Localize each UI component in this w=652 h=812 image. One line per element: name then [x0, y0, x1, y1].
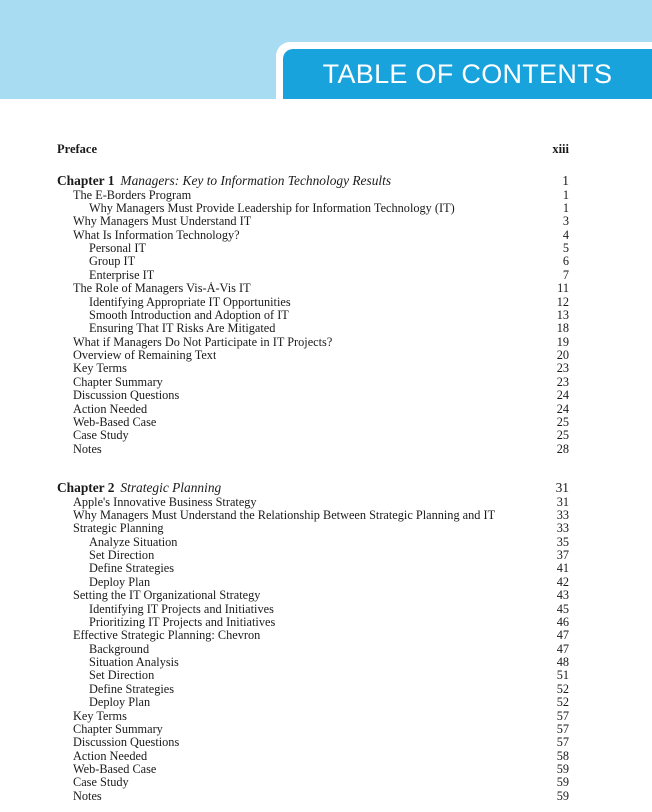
entry-label: Prioritizing IT Projects and Initiatives: [89, 615, 276, 629]
toc-entry: [57, 336, 569, 349]
entry-label: Deploy Plan: [89, 696, 151, 710]
chapter-list: [57, 174, 569, 803]
entry-page: 23: [556, 361, 569, 376]
toc-entry: [57, 322, 569, 335]
entry-label: Why Managers Must Understand the Relationship Between Strategic Planning and IT: [73, 508, 496, 522]
entry-page: 57: [556, 735, 569, 750]
toc-entry: [57, 242, 569, 255]
toc-entry: [57, 603, 569, 616]
toc-entry: [57, 710, 569, 723]
entry-page: 41: [556, 561, 569, 576]
toc-entry: [57, 215, 569, 228]
entry-label: Why Managers Must Provide Leadership for Information Technology (IT): [89, 201, 455, 215]
entry-label: Key Terms: [73, 709, 127, 723]
entry-label: Group IT: [89, 255, 136, 269]
entry-page: 1: [562, 200, 569, 215]
entry-label: Set Direction: [89, 549, 155, 562]
entry-label: Smooth Introduction and Adoption of IT: [89, 308, 289, 322]
table-of-contents: [57, 140, 569, 803]
entry-label: The Role of Managers Vis-À-Vis IT: [73, 282, 251, 296]
entry-page: 59: [556, 775, 569, 790]
entry-page: 59: [556, 788, 569, 803]
entry-page: 42: [556, 574, 569, 589]
toc-entry: [57, 282, 569, 295]
toc-entry: [57, 403, 569, 416]
entry-page: 25: [556, 414, 569, 429]
spacer: [57, 158, 569, 174]
toc-entry: [57, 362, 569, 375]
entry-page: 37: [556, 548, 569, 562]
toc-entry: [57, 750, 569, 763]
toc-entry: [57, 736, 569, 749]
entry-page: 4: [562, 227, 569, 242]
chapter-title: Managers: Key to Information Technology Results: [120, 174, 392, 188]
preface-entry: [57, 140, 569, 158]
entry-label: Analyze Situation: [89, 535, 178, 549]
entry-page: 23: [556, 374, 569, 389]
title-box: [283, 49, 652, 99]
entry-page: 24: [556, 388, 569, 403]
chapter-page: 31: [555, 480, 569, 495]
entry-label: Apple's Innovative Business Strategy: [73, 495, 257, 509]
toc-entry: [57, 429, 569, 442]
entry-label: Why Managers Must Understand IT: [73, 215, 252, 229]
entry-label: Action Needed: [73, 749, 148, 763]
entry-page: 59: [556, 762, 569, 776]
entry-page: 25: [556, 428, 569, 443]
entry-label: Identifying IT Projects and Initiatives: [89, 602, 274, 616]
entry-page: 28: [556, 441, 569, 456]
toc-entry: [57, 189, 569, 202]
toc-entry: [57, 536, 569, 549]
toc-entry: [57, 296, 569, 309]
entry-label: Chapter Summary: [73, 722, 163, 736]
chapter-heading: [57, 481, 569, 496]
toc-entry: [57, 376, 569, 389]
toc-entry: [57, 202, 569, 215]
toc-entry: [57, 776, 569, 789]
preface-label: Preface: [57, 142, 98, 156]
entry-label: Effective Strategic Planning: Chevron: [73, 629, 261, 643]
entry-page: 47: [556, 628, 569, 643]
entry-label: Chapter Summary: [73, 375, 163, 389]
toc-entry: [57, 509, 569, 522]
toc-entry: [57, 696, 569, 709]
toc-entry: [57, 790, 569, 803]
toc-entry: [57, 349, 569, 362]
entry-label: Identifying Appropriate IT Opportunities: [89, 295, 291, 309]
entry-page: 33: [556, 521, 569, 536]
entry-label: Situation Analysis: [89, 656, 179, 669]
toc-entry: [57, 416, 569, 429]
entry-page: 12: [556, 294, 569, 309]
entry-label: Overview of Remaining Text: [73, 349, 217, 362]
entry-label: Discussion Questions: [73, 389, 180, 403]
entry-label: What if Managers Do Not Participate in IT Projects?: [73, 335, 333, 349]
toc-entry: [57, 496, 569, 509]
toc-entry: [57, 669, 569, 682]
entry-page: 35: [556, 534, 569, 549]
entry-label: Enterprise IT: [89, 268, 155, 282]
page-title: TABLE OF CONTENTS: [322, 59, 613, 89]
entry-label: Notes: [73, 789, 102, 803]
entry-label: Web-Based Case: [73, 763, 157, 776]
toc-entry: [57, 229, 569, 242]
entry-page: 5: [562, 241, 569, 255]
chapter-page: 1: [562, 173, 569, 188]
entry-page: 31: [556, 494, 569, 509]
toc-entry: [57, 683, 569, 696]
toc-entry: [57, 576, 569, 589]
entry-page: 1: [562, 187, 569, 202]
entry-page: 3: [562, 214, 569, 229]
entry-page: 51: [556, 668, 569, 683]
entry-label: Case Study: [73, 429, 129, 443]
entry-label: What Is Information Technology?: [73, 228, 240, 242]
entry-page: 57: [556, 721, 569, 736]
entry-page: 24: [556, 401, 569, 416]
toc-entry: [57, 389, 569, 402]
entry-page: 6: [562, 254, 569, 269]
entry-label: Case Study: [73, 776, 129, 790]
toc-entry: [57, 255, 569, 268]
entry-page: 52: [556, 681, 569, 696]
entry-label: Ensuring That IT Risks Are Mitigated: [89, 322, 276, 336]
entry-page: 58: [556, 748, 569, 763]
entry-label: Background: [89, 642, 150, 656]
entry-page: 13: [556, 307, 569, 322]
toc-entry: [57, 656, 569, 669]
toc-entry: [57, 522, 569, 535]
entry-page: 47: [556, 641, 569, 656]
entry-page: 52: [556, 695, 569, 710]
preface-page: xiii: [552, 142, 569, 156]
entry-label: Discussion Questions: [73, 736, 180, 750]
entry-page: 57: [556, 708, 569, 723]
entry-page: 18: [556, 321, 569, 336]
entry-label: Set Direction: [89, 669, 155, 683]
toc-entry: [57, 269, 569, 282]
entry-label: Personal IT: [89, 242, 147, 255]
entry-label: Key Terms: [73, 362, 127, 376]
toc-entry: [57, 309, 569, 322]
spacer: [57, 456, 569, 481]
entry-label: Strategic Planning: [73, 522, 164, 536]
toc-entry: [57, 643, 569, 656]
entry-page: 20: [556, 348, 569, 362]
chapter-number: Chapter 1: [57, 174, 115, 188]
toc-entry: [57, 443, 569, 456]
chapter-title: Strategic Planning: [120, 481, 222, 495]
entry-label: Deploy Plan: [89, 575, 151, 589]
entry-page: 19: [556, 334, 569, 349]
entry-page: 33: [556, 507, 569, 522]
entry-page: 7: [562, 267, 569, 282]
toc-entry: [57, 723, 569, 736]
entry-page: 45: [556, 601, 569, 616]
entry-label: Notes: [73, 442, 102, 456]
entry-label: Action Needed: [73, 402, 148, 416]
entry-label: The E-Borders Program: [73, 188, 192, 202]
toc-entry: [57, 616, 569, 629]
chapter-number: Chapter 2: [57, 481, 115, 495]
entry-label: Setting the IT Organizational Strategy: [73, 589, 261, 603]
toc-entry: [57, 589, 569, 602]
entry-label: Define Strategies: [89, 562, 175, 576]
toc-entry: [57, 562, 569, 575]
toc-entry: [57, 763, 569, 776]
toc-entry: [57, 549, 569, 562]
entry-page: 48: [556, 655, 569, 669]
toc-entry: [57, 629, 569, 642]
entry-label: Web-Based Case: [73, 415, 157, 429]
entry-page: 43: [556, 588, 569, 603]
entry-page: 11: [557, 281, 569, 296]
entry-page: 46: [556, 614, 569, 629]
chapter-heading: [57, 174, 569, 189]
entry-label: Define Strategies: [89, 682, 175, 696]
